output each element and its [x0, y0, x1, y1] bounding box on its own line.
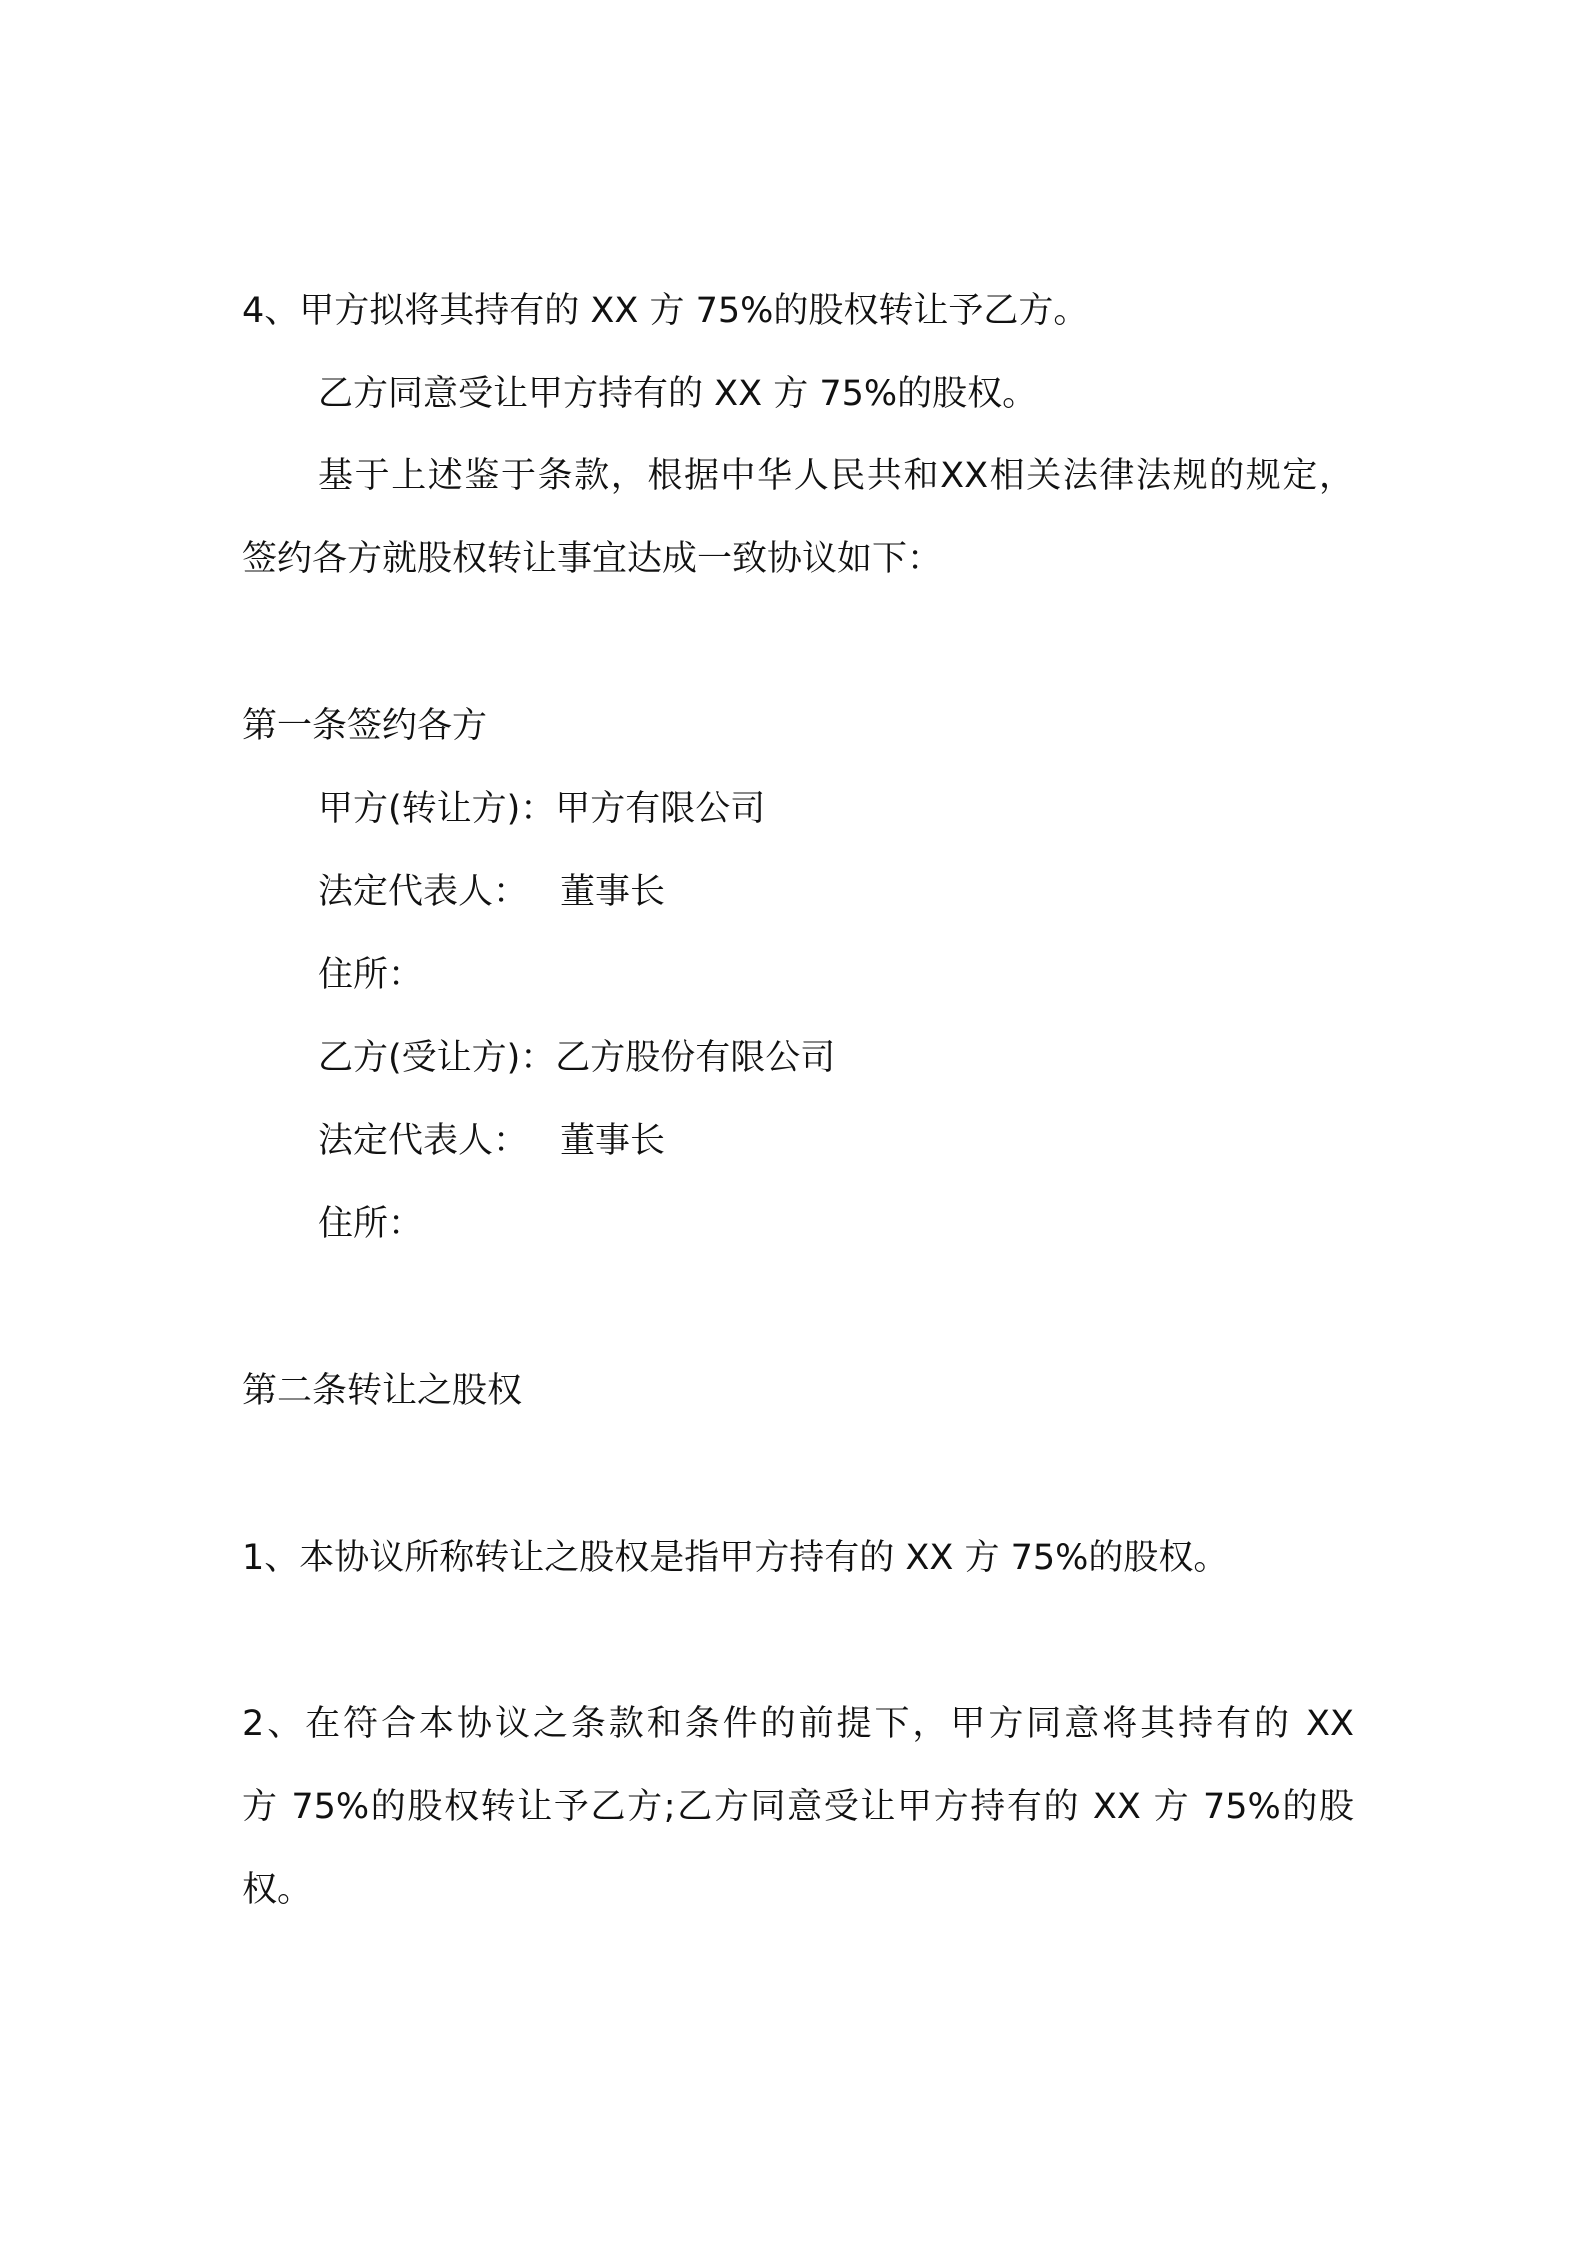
party-a-rep-label: 法定代表人：: [318, 872, 529, 912]
article2-item2-line2: 方 75%的股权转让予乙方;乙方同意受让甲方持有的 XX 方 75%的股: [242, 1787, 1354, 1827]
party-a-label: 甲方(转让方)：甲方有限公司: [318, 789, 766, 829]
party-a-rep-value: 董事长: [560, 872, 666, 912]
article1-title: 第一条签约各方: [242, 706, 488, 746]
party-b-rep-label: 法定代表人：: [318, 1121, 529, 1161]
paragraph-basis-line2: 签约各方就股权转让事宜达成一致协议如下：: [242, 539, 943, 579]
article2-title: 第二条转让之股权: [242, 1371, 523, 1411]
party-a-address-label: 住所：: [318, 955, 424, 995]
party-b-label: 乙方(受让方)：乙方股份有限公司: [318, 1038, 836, 1078]
paragraph-agreement: 乙方同意受让甲方持有的 XX 方 75%的股权。: [318, 374, 1038, 414]
party-a-representative: [318, 871, 665, 913]
paragraph-item-4: 4、甲方拟将其持有的 XX 方 75%的股权转让予乙方。: [242, 291, 1089, 331]
article2-item2-line1: 2、在符合本协议之条款和条件的前提下，甲方同意将其持有的 XX: [242, 1704, 1354, 1744]
party-b-rep-value: 董事长: [560, 1121, 666, 1161]
article2-item2-line3: 权。: [242, 1870, 313, 1910]
article2-item1: 1、本协议所称转让之股权是指甲方持有的 XX 方 75%的股权。: [242, 1538, 1229, 1578]
paragraph-basis-line1: 基于上述鉴于条款，根据中华人民共和XX相关法律法规的规定，: [318, 456, 1354, 496]
party-b-address-label: 住所：: [318, 1204, 424, 1244]
party-b-representative: [318, 1120, 665, 1162]
